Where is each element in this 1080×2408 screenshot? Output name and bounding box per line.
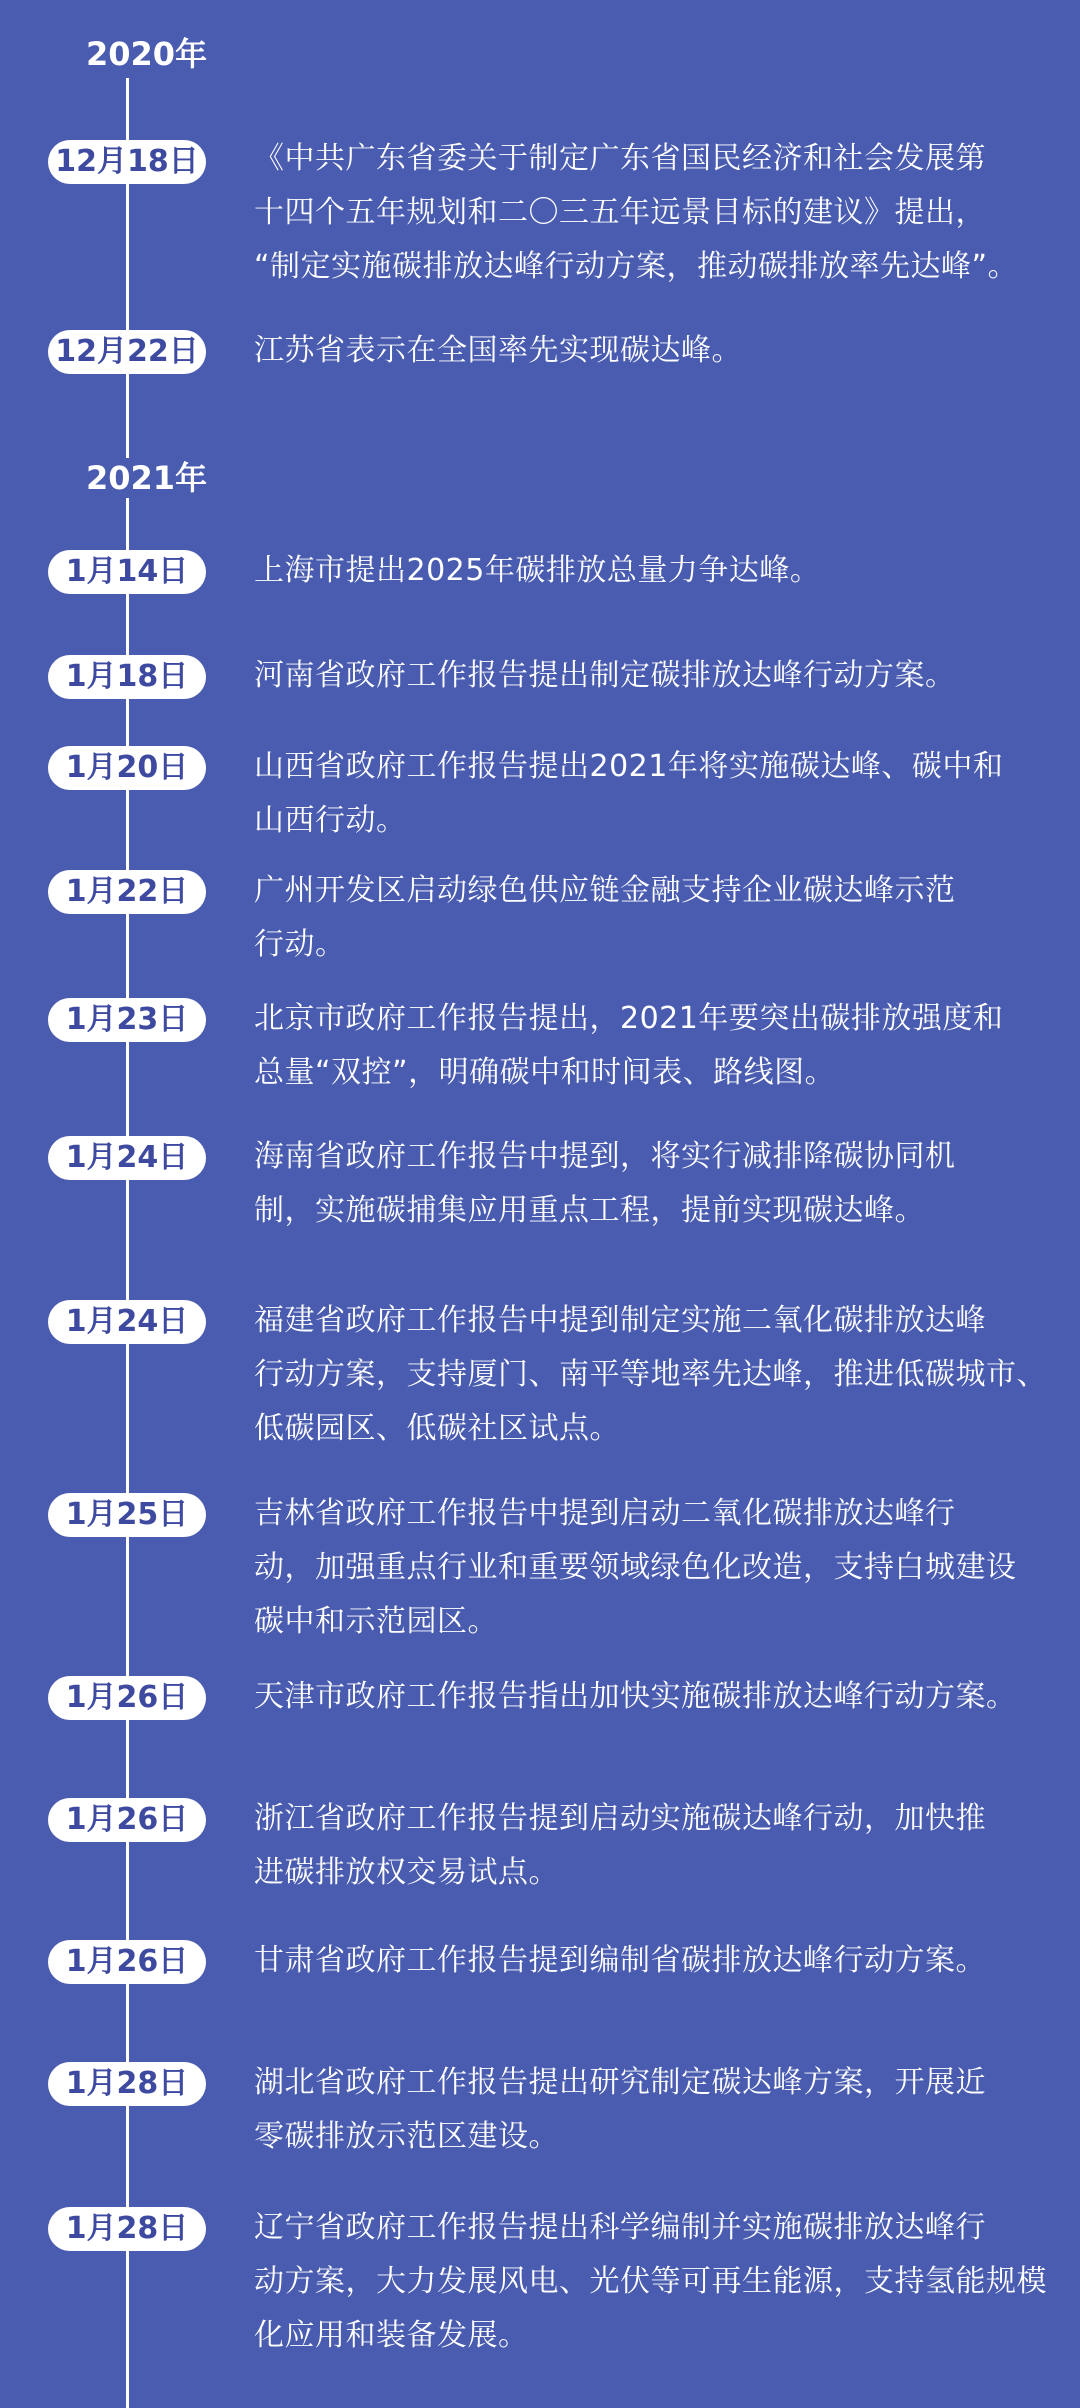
entry-text-line: 化应用和装备发展。	[254, 2318, 529, 2353]
entry-text	[254, 740, 1044, 848]
entry-text-line: 上海市提出2025年碳排放总量力争达峰。	[254, 553, 821, 588]
entry-text-line: 山西省政府工作报告提出2021年将实施碳达峰、碳中和	[254, 749, 1004, 784]
year-label-2020: 2020年	[78, 34, 215, 74]
entry-text	[254, 2201, 1047, 2363]
date-badge: 1月22日	[48, 870, 206, 914]
date-badge: 1月24日	[48, 1300, 206, 1344]
date-badge: 12月22日	[48, 330, 206, 374]
date-badge: 1月26日	[48, 1940, 206, 1984]
entry-text-line: 广州开发区启动绿色供应链金融支持企业碳达峰示范	[254, 873, 956, 908]
entry-text	[254, 1934, 1044, 1988]
entry-text-line: 碳中和示范园区。	[254, 1604, 498, 1639]
entry-text-line: 湖北省政府工作报告提出研究制定碳达峰方案，开展近	[254, 2065, 986, 2100]
entry-text-line: 吉林省政府工作报告中提到启动二氧化碳排放达峰行	[254, 1496, 956, 1531]
entry-text-line: 浙江省政府工作报告提到启动实施碳达峰行动，加快推	[254, 1801, 986, 1836]
entry-text-line: 行动方案，支持厦门、南平等地率先达峰，推进低碳城市、	[254, 1357, 1047, 1392]
entry-text-line: 北京市政府工作报告提出，2021年要突出碳排放强度和	[254, 1001, 1004, 1036]
entry-text-line: 行动。	[254, 927, 346, 962]
entry-text-line: 天津市政府工作报告指出加快实施碳排放达峰行动方案。	[254, 1679, 1017, 1714]
entry-text	[254, 2056, 1044, 2164]
entry-text-line: 甘肃省政府工作报告提到编制省碳排放达峰行动方案。	[254, 1943, 986, 1978]
entry-text-line: 动方案，大力发展风电、光伏等可再生能源，支持氢能规模	[254, 2264, 1047, 2299]
date-badge: 1月26日	[48, 1798, 206, 1842]
entry-text	[254, 1670, 1044, 1724]
entry-text	[254, 132, 1044, 294]
date-badge: 1月28日	[48, 2207, 206, 2251]
entry-text-line: 低碳园区、低碳社区试点。	[254, 1411, 620, 1446]
date-badge: 1月28日	[48, 2062, 206, 2106]
entry-text	[254, 1130, 1044, 1238]
date-badge: 1月26日	[48, 1676, 206, 1720]
date-badge: 12月18日	[48, 140, 206, 184]
entry-text-line: 进碳排放权交易试点。	[254, 1855, 559, 1890]
entry-text	[254, 649, 1044, 703]
entry-text-line: 总量“双控”，明确碳中和时间表、路线图。	[254, 1055, 836, 1090]
entry-text-line: 《中共广东省委关于制定广东省国民经济和社会发展第	[254, 141, 986, 176]
entry-text	[254, 1792, 1044, 1900]
entry-text-line: “制定实施碳排放达峰行动方案，推动碳排放率先达峰”。	[254, 249, 1019, 284]
date-badge: 1月25日	[48, 1493, 206, 1537]
entry-text-line: 山西行动。	[254, 803, 407, 838]
entry-text	[254, 992, 1044, 1100]
entry-text-line: 福建省政府工作报告中提到制定实施二氧化碳排放达峰	[254, 1303, 986, 1338]
entry-text-line: 河南省政府工作报告提出制定碳排放达峰行动方案。	[254, 658, 956, 693]
date-badge: 1月14日	[48, 550, 206, 594]
date-badge: 1月24日	[48, 1136, 206, 1180]
date-badge: 1月23日	[48, 998, 206, 1042]
date-badge: 1月20日	[48, 746, 206, 790]
year-label-2021: 2021年	[78, 458, 215, 498]
timeline-axis	[126, 78, 129, 2408]
entry-text-line: 制，实施碳捕集应用重点工程，提前实现碳达峰。	[254, 1193, 925, 1228]
entry-text-line: 零碳排放示范区建设。	[254, 2119, 559, 2154]
entry-text	[254, 864, 1044, 972]
entry-text-line: 海南省政府工作报告中提到，将实行减排降碳协同机	[254, 1139, 956, 1174]
date-badge: 1月18日	[48, 655, 206, 699]
entry-text	[254, 1294, 1047, 1456]
entry-text	[254, 324, 1044, 378]
entry-text-line: 动，加强重点行业和重要领域绿色化改造，支持白城建设	[254, 1550, 1017, 1585]
entry-text	[254, 1487, 1044, 1649]
entry-text-line: 十四个五年规划和二〇三五年远景目标的建议》提出，	[254, 195, 986, 230]
entry-text-line: 江苏省表示在全国率先实现碳达峰。	[254, 333, 742, 368]
entry-text-line: 辽宁省政府工作报告提出科学编制并实施碳排放达峰行	[254, 2210, 986, 2245]
entry-text	[254, 544, 1044, 598]
